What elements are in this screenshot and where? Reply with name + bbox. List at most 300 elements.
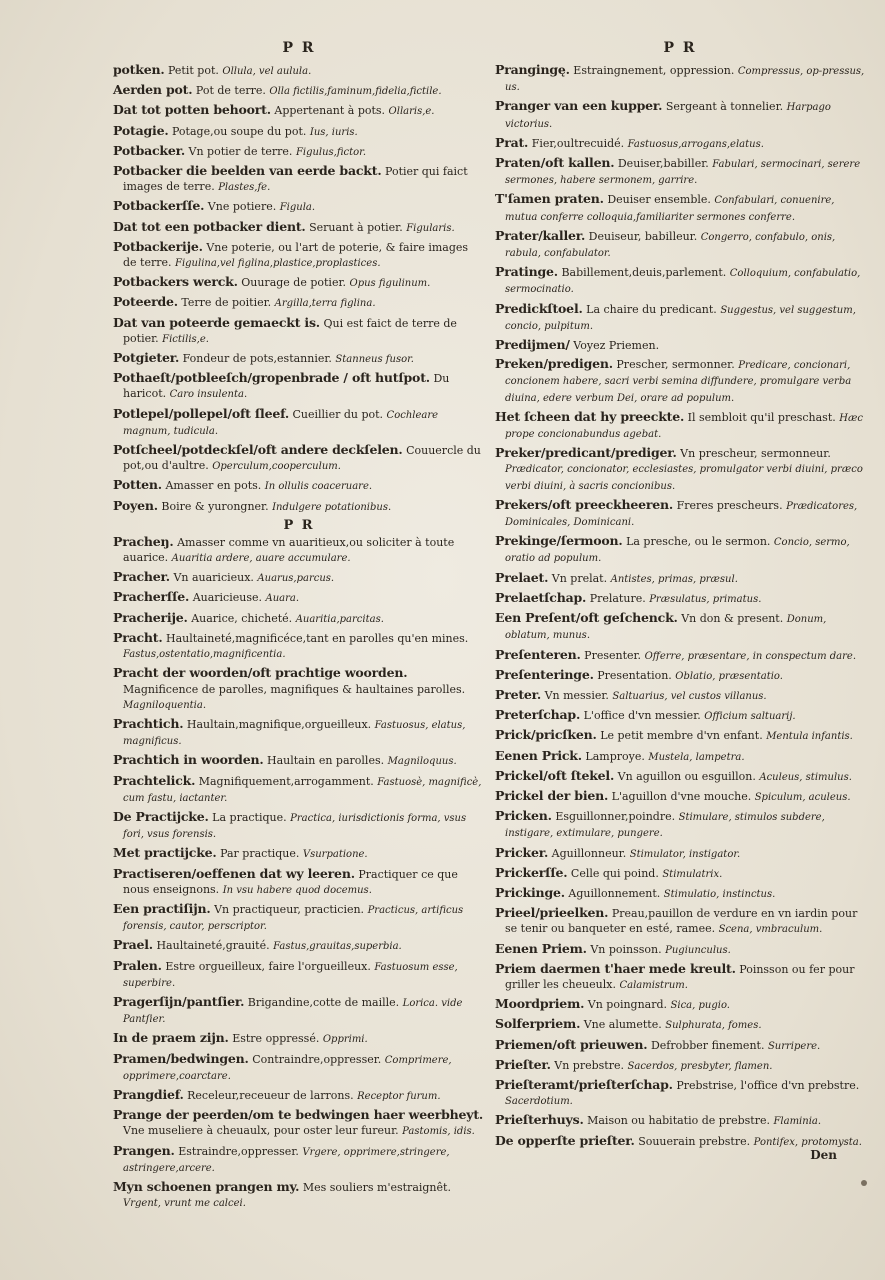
headword: Potbackerſſe. (113, 198, 205, 214)
latin-gloss: Prædicator, concionator, ecclesiastes, promulgator verbi diuini, præco verbi diuini, à sacris concionibus. (505, 464, 863, 492)
headword: Een Preſent/oft geſchenck. (495, 610, 678, 626)
french-gloss: Couuercle du pot,ou d'aultre. (123, 444, 481, 473)
dictionary-entry (113, 716, 485, 749)
headword: Preſenteren. (495, 646, 581, 662)
dictionary-entry (495, 264, 865, 297)
latin-gloss: Calamistrum. (619, 979, 688, 991)
latin-gloss: Vsurpatione. (302, 849, 368, 861)
latin-gloss: Fictilis,e. (162, 333, 209, 345)
french-gloss: Esguillonner,poindre. (555, 810, 676, 824)
dictionary-entry (495, 610, 865, 643)
french-gloss: La presche, ou le sermon. (626, 535, 771, 549)
latin-gloss: Stimulare, stimulos subdere, instigare, extimulare, pungere. (505, 812, 825, 840)
headword: potken. (113, 62, 165, 77)
latin-gloss: Magniloquentia. (123, 699, 207, 711)
dictionary-entry (495, 647, 865, 664)
dictionary-entry (113, 350, 485, 367)
latin-gloss: Stimulator, instigator. (629, 848, 741, 860)
latin-gloss: Opus figulinum. (349, 278, 431, 290)
french-gloss: Vne alumette. (583, 1018, 662, 1032)
dictionary-entry (495, 155, 865, 188)
latin-gloss: Comprimere, opprimere,coarctare. (123, 1054, 452, 1082)
dictionary-entry (495, 191, 865, 224)
french-gloss: Amasser comme vn auaritieux,ou soliciter à toute auarice. (123, 535, 455, 565)
headword: Poteerde. (113, 294, 178, 310)
dictionary-entry (495, 570, 865, 587)
french-gloss: Prelature. (589, 591, 646, 605)
headword: Predijmen/ (495, 337, 570, 353)
dictionary-entry (113, 239, 485, 271)
dictionary-entry (113, 569, 485, 586)
french-gloss: Haultain,magnifique,orgueilleux. (186, 717, 372, 731)
headword: Pricken. (495, 808, 552, 824)
headword: Solferpriem. (495, 1016, 581, 1032)
french-gloss: Vn aguillon ou esguillon. (617, 769, 756, 783)
latin-gloss: Offerre, præsentare, in conspectum dare. (644, 650, 856, 662)
latin-gloss: Ius, iuris. (309, 126, 358, 138)
latin-gloss: Predicare, concionari, concionem habere, sacri verbi semina diffundere, promulgare verba diuina, edere verbum Dei, orare ad populum. (505, 360, 852, 404)
headword: Pragerſijn/pantſier. (113, 993, 245, 1009)
headword: Een practiſijn. (113, 900, 211, 916)
french-gloss: Lamproye. (585, 749, 645, 763)
entry-list (113, 62, 485, 515)
latin-gloss: Fabulari, sermocinari, serere sermones, habere sermonem, garrire. (505, 159, 861, 187)
dictionary-entry (113, 123, 485, 140)
latin-gloss: Receptor furum. (357, 1090, 441, 1102)
headword: Prickinge. (495, 884, 565, 900)
headword: T'ſamen praten. (495, 191, 604, 207)
headword: Dat tot een potbacker dient. (113, 218, 306, 234)
headword: Potbackerije. (113, 238, 203, 254)
headword: Pracht. (113, 629, 163, 645)
latin-gloss: Colloquium, confabulatio, sermocinatio. (505, 268, 861, 296)
headword: Prick/pricſken. (495, 727, 597, 743)
headword: Prieel/prieelken. (495, 905, 609, 921)
headword: Pothaeſt/potbleeſch/gropenbrade / oft hutſpot. (113, 370, 430, 386)
headword: In de praem zijn. (113, 1030, 229, 1046)
headword: Pracherſſe. (113, 589, 190, 605)
headword: Prieſter. (495, 1056, 551, 1072)
french-gloss: Magnificence de parolles, magnifiques & haultaines parolles. (123, 682, 466, 696)
latin-gloss: Fastuosus, elatus, magnificus. (123, 719, 466, 748)
latin-gloss: Figulina,vel figlina,plastice,proplastices. (175, 258, 381, 270)
french-gloss: Sergeant à tonnelier. (665, 100, 784, 114)
dictionary-entry (113, 901, 485, 934)
dictionary-entry (495, 768, 865, 785)
dictionary-entry (113, 1107, 485, 1139)
french-gloss: Presentation. (597, 668, 672, 682)
latin-gloss: Sica, pugio. (670, 1000, 730, 1012)
headword: Prachtich. (113, 715, 184, 731)
latin-gloss: Olla fictilis,faminum,fidelia,fictile. (269, 86, 442, 98)
dictionary-entry (113, 1030, 485, 1047)
dictionary-entry (495, 590, 865, 607)
french-gloss: Vn prebstre. (554, 1058, 624, 1072)
french-gloss: Estre oppressé. (232, 1032, 320, 1046)
latin-gloss: Pontifex, protomysta. (753, 1136, 862, 1148)
french-gloss: Il sembloit qu'il preschast. (687, 410, 836, 424)
latin-gloss: Aculeus, stimulus. (759, 771, 852, 783)
catchword: Den (810, 1148, 837, 1162)
french-gloss: Mes souliers m'estraignêt. (302, 1180, 451, 1194)
french-gloss: Appertenant à pots. (274, 104, 386, 118)
headword: Pralen. (113, 957, 162, 973)
headword: Prieſterhuys. (495, 1112, 584, 1128)
dictionary-entry (495, 788, 865, 805)
dictionary-entry (113, 809, 485, 842)
french-gloss: Auaricieuse. (192, 591, 262, 605)
headword: Prachtich in woorden. (113, 752, 264, 768)
french-gloss: Haultaineté,grauité. (156, 939, 270, 953)
headword: Pranger van een kupper. (495, 98, 663, 114)
dictionary-entry (495, 905, 865, 937)
headword: Preker/predicant/prediger. (495, 445, 677, 461)
headword: Practiseren/oeffenen dat wy leeren. (113, 865, 355, 881)
headword: Pratinge. (495, 264, 558, 280)
latin-gloss: Auara. (265, 593, 300, 605)
dictionary-entry (113, 406, 485, 439)
headword: Potbacker. (113, 142, 186, 158)
dictionary-entry (113, 498, 485, 515)
headword: Aerden pot. (113, 82, 193, 98)
latin-gloss: Mentula infantis. (766, 731, 853, 743)
dictionary-entry (495, 1057, 865, 1074)
headword: Prangdief. (113, 1086, 184, 1102)
dictionary-entry (495, 727, 865, 744)
dictionary-entry (495, 533, 865, 566)
latin-gloss: Stimulatrix. (662, 868, 723, 880)
dictionary-entry (113, 610, 485, 627)
headword: Prelaet. (495, 569, 549, 585)
french-gloss: Vn don & present. (681, 612, 784, 626)
latin-gloss: Indulgere potationibus. (272, 501, 392, 513)
dictionary-entry (113, 589, 485, 606)
french-gloss: Vne potiere. (207, 200, 277, 214)
dictionary-entry (113, 143, 485, 160)
headword: Potten. (113, 477, 162, 493)
french-gloss: Celle qui poind. (570, 866, 659, 880)
latin-gloss: Vrgere, opprimere,stringere, astringere,arcere. (123, 1146, 450, 1174)
latin-gloss: Harpago victorius. (505, 102, 831, 130)
latin-gloss: Argilla,terra figlina. (274, 298, 376, 310)
dictionary-entry (113, 845, 485, 862)
headword: Prickel der bien. (495, 787, 609, 803)
latin-gloss: Flaminia. (773, 1116, 822, 1128)
french-gloss: Potage,ou soupe du pot. (171, 124, 307, 138)
dictionary-entry (495, 808, 865, 841)
french-gloss: Deuiser,babiller. (617, 157, 709, 171)
french-gloss: Le petit membre d'vn enfant. (600, 729, 763, 743)
french-gloss: Vn practiqueur, practicien. (214, 902, 365, 916)
headword: Moordpriem. (495, 996, 585, 1012)
headword: Prangingę. (495, 62, 570, 77)
headword: Preſenteringe. (495, 666, 594, 682)
headword: Dat van poteerde gemaeckt is. (113, 314, 320, 330)
section-header: P R (283, 517, 315, 533)
dictionary-entry (495, 301, 865, 334)
headword: Eenen Priem. (495, 940, 587, 956)
dictionary-entry (113, 534, 485, 566)
french-gloss: Babillement,deuis,parlement. (561, 266, 727, 280)
dictionary-entry (495, 1016, 865, 1033)
headword: Preken/predigen. (495, 356, 613, 372)
dictionary-entry (113, 274, 485, 291)
left-column (113, 40, 485, 1214)
latin-gloss: In vsu habere quod docemus. (222, 884, 372, 896)
headword: Pracherije. (113, 609, 188, 625)
latin-gloss: Pastomis, idis. (402, 1126, 475, 1138)
dictionary-entry (113, 102, 485, 119)
french-gloss: Potier qui faict images de terre. (123, 165, 468, 194)
headword: Potbacker die beelden van eerde backt. (113, 163, 382, 179)
french-gloss: Fier,oultrecuidé. (531, 136, 625, 150)
latin-gloss: Congerro, confabulo, onis, rabula, confabulator. (505, 231, 836, 260)
headword: Prachtelick. (113, 772, 196, 788)
french-gloss: Contraindre,oppresser. (252, 1052, 382, 1066)
dictionary-entry (113, 752, 485, 769)
headword: Preterſchap. (495, 707, 581, 723)
headword: De Practijcke. (113, 808, 209, 824)
headword: Prangen. (113, 1142, 175, 1158)
headword: Prael. (113, 937, 153, 953)
dictionary-entry (113, 773, 485, 806)
french-gloss: La practique. (212, 810, 287, 824)
dictionary-entry (495, 497, 865, 530)
headword: Met practijcke. (113, 845, 217, 861)
dictionary-entry (495, 748, 865, 765)
french-gloss: Practiquer ce que nous enseignons. (123, 867, 458, 896)
latin-gloss: Plastes,fe. (218, 182, 271, 194)
french-gloss: Brigandine,cotte de maille. (247, 995, 400, 1009)
dictionary-entry (113, 62, 485, 79)
french-gloss: Ouurage de potier. (241, 276, 347, 290)
headword: Dat tot potten behoort. (113, 102, 271, 118)
latin-gloss: Ollula, vel aulula. (222, 66, 312, 77)
dictionary-entry (495, 865, 865, 882)
latin-gloss: Operculum,cooperculum. (212, 461, 341, 473)
latin-gloss: Surripere. (767, 1040, 821, 1052)
headword: Poyen. (113, 497, 158, 513)
dictionary-entry (495, 687, 865, 704)
french-gloss: Du haricot. (123, 372, 450, 401)
headword: Potlepel/pollepel/oft ſleef. (113, 405, 289, 421)
dictionary-entry (495, 62, 865, 95)
headword: Prelaetſchap. (495, 589, 587, 605)
dictionary-entry (495, 707, 865, 724)
latin-gloss: In ollulis coaceruare. (264, 481, 373, 493)
latin-gloss: Auaritia ardere, auare accumulare. (171, 553, 351, 565)
dictionary-entry (495, 228, 865, 261)
latin-gloss: Practicus, artificus forensis, cautor, perscriptor. (123, 904, 464, 933)
ink-blot (861, 1180, 867, 1186)
dictionary-entry (495, 135, 865, 152)
column-header: P R (663, 40, 697, 56)
dictionary-entry (113, 198, 485, 215)
latin-gloss: Præsulatus, primatus. (649, 593, 762, 605)
french-gloss: Petit pot. (168, 64, 219, 77)
headword: Pricker. (495, 844, 549, 860)
headword: Priem daermen t'haer mede kreult. (495, 960, 736, 976)
french-gloss: Haultain en parolles. (267, 754, 385, 768)
latin-gloss: Ollaris,e. (388, 106, 435, 118)
french-gloss: Vn poingnard. (587, 998, 668, 1012)
french-gloss: Prebstrise, l'office d'vn prebstre. (676, 1078, 860, 1092)
latin-gloss: Figularis. (406, 222, 455, 234)
french-gloss: Estre orgueilleux, faire l'orgueilleux. (165, 959, 371, 973)
dictionary-entry (113, 477, 485, 494)
latin-gloss: Spiculum, aculeus. (754, 791, 851, 803)
latin-gloss: Scena, vmbraculum. (718, 924, 823, 936)
french-gloss: Vn potier de terre. (188, 144, 293, 158)
latin-gloss: Fastus,grauitas,superbia. (273, 941, 402, 953)
headword: Prekinge/ſermoon. (495, 533, 623, 549)
headword: Pracheŋ. (113, 533, 174, 549)
french-gloss: Terre de poitier. (181, 296, 272, 310)
french-gloss: Prescher, sermonner. (616, 358, 735, 372)
dictionary-entry (113, 1051, 485, 1084)
latin-gloss: Compressus, op-pressus, us. (505, 66, 865, 94)
dictionary-entry (495, 337, 865, 353)
latin-gloss: Donum, oblatum, munus. (505, 614, 827, 642)
latin-gloss: Opprimi. (322, 1034, 368, 1046)
headword: Het ſcheen dat hy preeckte. (495, 408, 685, 424)
latin-gloss: Figula. (279, 202, 316, 214)
dictionary-entry (495, 667, 865, 684)
headword: Eenen Prick. (495, 747, 582, 763)
dictionary-entry (113, 163, 485, 195)
dictionary-entry (495, 845, 865, 862)
entry-list (495, 62, 865, 1150)
french-gloss: Souuerain prebstre. (638, 1134, 751, 1148)
french-gloss: Preau,pauillon de verdure en vn iardin pour se tenir ou banqueter en esté, ramee. (505, 907, 858, 936)
headword: Prekers/oft preeckheeren. (495, 496, 674, 512)
french-gloss: Deuiseur, babilleur. (588, 229, 698, 243)
french-gloss: Vne poterie, ou l'art de poterie, & faire images de terre. (123, 240, 469, 270)
french-gloss: Cueillier du pot. (292, 407, 384, 421)
dictionary-entry (113, 442, 485, 474)
french-gloss: Freres prescheurs. (676, 498, 783, 512)
latin-gloss: Figulus,fictor. (295, 146, 367, 158)
french-gloss: Pot de terre. (195, 84, 266, 98)
dictionary-entry (113, 219, 485, 236)
dictionary-entry (113, 1179, 485, 1211)
headword: Prange der peerden/om te bedwingen haer weerbheyt. (113, 1107, 484, 1123)
latin-gloss: Confabulari, conuenire, mutua conferre colloquia,familiariter sermones conferre. (505, 195, 835, 223)
french-gloss: Seruant à potier. (309, 220, 403, 234)
latin-gloss: Concio, sermo, oratio ad populum. (505, 537, 850, 565)
headword: Pramen/bedwingen. (113, 1050, 249, 1066)
headword: Potagie. (113, 122, 169, 138)
latin-gloss: Cochleare magnum, tudicula. (123, 409, 439, 437)
latin-gloss: Oblatio, præsentatio. (675, 670, 783, 682)
french-gloss: L'office d'vn messier. (583, 709, 701, 723)
latin-gloss: Sacerdotium. (505, 1096, 573, 1108)
headword: Potgieter. (113, 350, 180, 366)
french-gloss: Defrobber finement. (650, 1038, 765, 1052)
french-gloss: L'aguillon d'vne mouche. (611, 789, 752, 803)
french-gloss: Estraindre,oppresser. (178, 1144, 299, 1158)
french-gloss: Aguillonneur. (551, 846, 627, 860)
french-gloss: Qui est faict de terre de potier. (123, 316, 457, 345)
headword: Myn schoenen prangen my. (113, 1178, 300, 1194)
latin-gloss: Suggestus, vel suggestum, concio, pulpitum. (505, 304, 856, 332)
dictionary-entry (113, 370, 485, 402)
french-gloss: Amasser en pots. (165, 479, 262, 493)
latin-gloss: Fastus,ostentatio,magnificentia. (123, 649, 286, 661)
latin-gloss: Fastuosum esse, superbire. (123, 961, 458, 989)
dictionary-entry (113, 630, 485, 662)
dictionary-entry (113, 294, 485, 311)
headword: Praten/oft kallen. (495, 155, 615, 171)
latin-gloss: Stimulatio, instinctus. (663, 888, 776, 900)
column-header: P R (282, 40, 316, 56)
headword: Pracher. (113, 569, 170, 585)
latin-gloss: Practica, iurisdictionis forma, vsus fori, vsus forensis. (123, 812, 467, 841)
dictionary-entry (113, 994, 485, 1027)
dictionary-entry (495, 961, 865, 993)
latin-gloss: Officium saltuarij. (704, 711, 796, 723)
headword: Predickſtoel. (495, 300, 583, 316)
dictionary-entry (113, 937, 485, 954)
french-gloss: Poinsson ou fer pour griller les cheueulx. (505, 962, 855, 991)
french-gloss: Haultaineté,magnificéce,tant en parolles qu'en mines. (166, 631, 469, 645)
french-gloss: Fondeur de pots,estannier. (182, 352, 332, 366)
latin-gloss: Magniloquus. (387, 756, 457, 768)
headword: Pracht der woorden/oft prachtige woorden. (113, 665, 408, 681)
french-gloss: Boire & yurongner. (161, 499, 269, 513)
dictionary-entry (495, 1077, 865, 1109)
dictionary-entry (495, 885, 865, 902)
dictionary-entry (113, 82, 485, 99)
dictionary-entry (113, 866, 485, 898)
latin-gloss: Vrgent, vrunt me calcei. (123, 1198, 246, 1210)
headword: Potſcheel/potdeckſel/oft andere deckſelen. (113, 442, 403, 458)
french-gloss: Estraingnement, oppression. (573, 64, 735, 77)
french-gloss: Vn auaricieux. (173, 571, 254, 585)
french-gloss: Par practique. (220, 847, 300, 861)
french-gloss: Auarice, chicheté. (191, 611, 293, 625)
latin-gloss: Fastuosè, magnificè, cum fastu, iactanter. (123, 776, 482, 804)
latin-gloss: Auaritia,parcitas. (295, 613, 384, 625)
french-gloss: Vn messier. (544, 688, 609, 702)
french-gloss: Presenter. (584, 648, 642, 662)
dictionary-entry (113, 1087, 485, 1104)
latin-gloss: Saltuarius, vel custos villanus. (612, 690, 767, 702)
latin-gloss: Pugiunculus. (665, 944, 731, 956)
headword: Prater/kaller. (495, 227, 586, 243)
french-gloss: Aguillonnement. (568, 886, 661, 900)
latin-gloss: Auarus,parcus. (257, 573, 335, 585)
french-gloss: Receleur,receueur de larrons. (187, 1088, 354, 1102)
latin-gloss: Prædicatores, Dominicales, Dominicani. (505, 500, 858, 529)
french-gloss: Voyez Priemen. (573, 339, 660, 353)
latin-gloss: Lorica. vide Pantſier. (123, 997, 463, 1026)
latin-gloss: Stanneus fusor. (335, 354, 414, 366)
dictionary-entry (495, 98, 865, 131)
french-gloss: La chaire du predicant. (586, 302, 717, 316)
dictionary-entry (495, 409, 865, 442)
latin-gloss: Sulphurata, fomes. (665, 1020, 762, 1032)
french-gloss: Magnifiquement,arrogamment. (198, 774, 374, 788)
headword: Prieſteramt/prieſterſchap. (495, 1076, 673, 1092)
french-gloss: Vn prescheur, sermonneur. (680, 447, 831, 461)
dictionary-entry (495, 1112, 865, 1129)
dictionary-entry (113, 315, 485, 347)
headword: Preter. (495, 686, 542, 702)
latin-gloss: Fastuosus,arrogans,elatus. (627, 138, 764, 150)
right-column (495, 40, 865, 1153)
french-gloss: Deuiser ensemble. (607, 193, 711, 207)
